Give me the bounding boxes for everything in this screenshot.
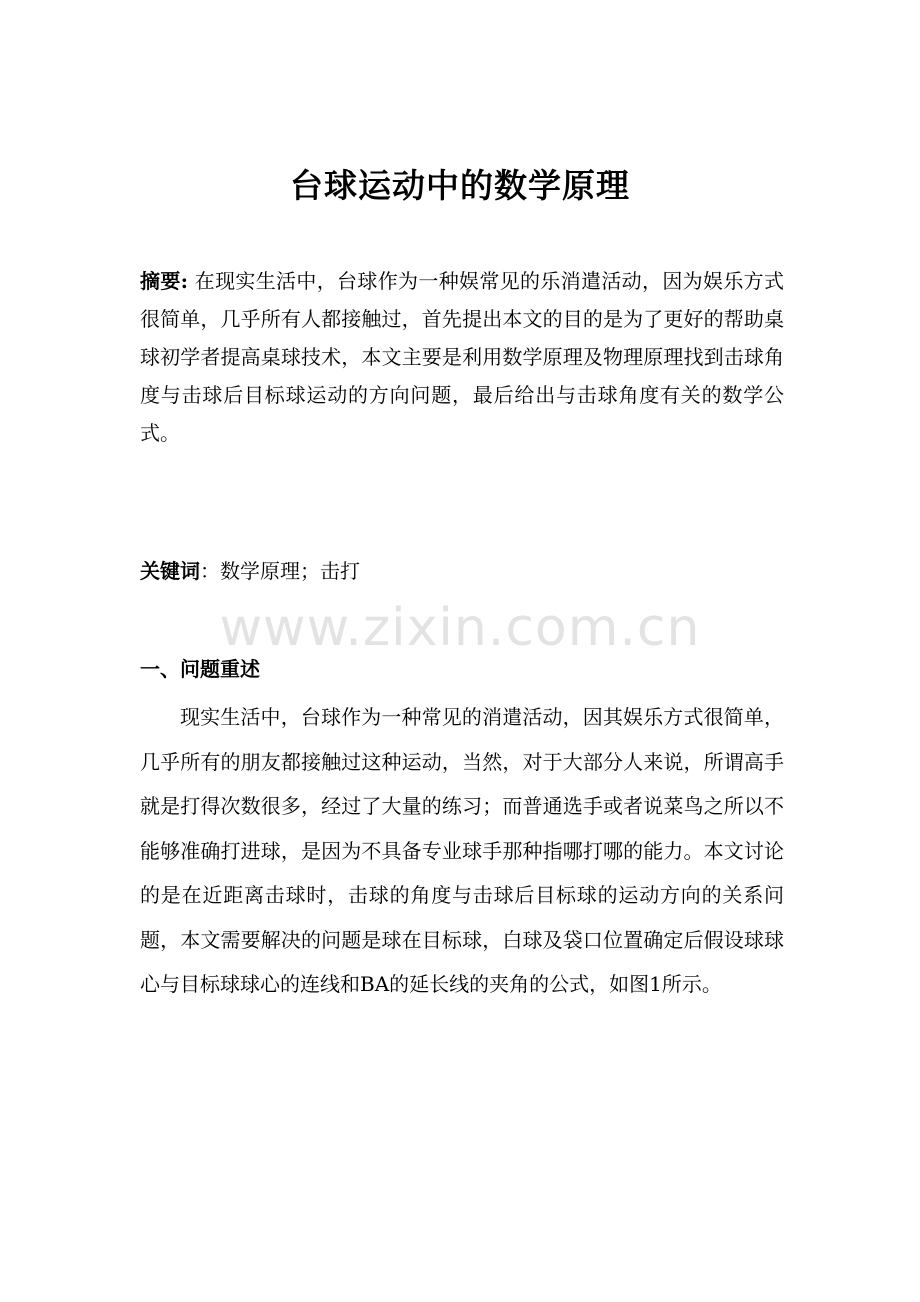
keywords-label: 关键词: [140, 559, 200, 583]
keywords-separator: ：: [200, 559, 220, 583]
abstract-paragraph: [140, 262, 784, 452]
document-title: 台球运动中的数学原理: [290, 166, 630, 205]
keywords-text: 数学原理；击打: [220, 559, 360, 583]
section-paragraph: 现实生活中，台球作为一种常见的消遣活动，因其娱乐方式很简单，几乎所有的朋友都接触过这种运动，当然，对于大部分人来说，所谓高手就是打得次数很多，经过了大量的练习；而普通选手或者说菜鸟之所以不能够准确打进球，是因为不具备专业球手那种指哪打哪的能力。本文讨论的是在近距离击球时，击球的角度与击球后目标球的运动方向的关系问题，本文需要解决的问题是球在目标球，白球及袋口位置确定后假设球球心与目标球球心的连线和BA的延长线的夹角的公式，如图1所示。: [140, 705, 784, 996]
abstract-text: 在现实生活中，台球作为一种娱常见的乐消遣活动，因为娱乐方式很简单，几乎所有人都接触过，首先提出本文的目的是为了更好的帮助桌球初学者提高桌球技术，本文主要是利用数学原理及物理原理找到击球角度与击球后目标球运动的方向问题，最后给出与击球角度有关的数学公式。: [140, 269, 784, 445]
section-heading: 一、问题重述: [140, 657, 260, 681]
abstract-label: 摘要:: [140, 269, 189, 293]
watermark-text: www.zixin.com.cn: [219, 598, 701, 658]
keywords-line: [140, 552, 784, 590]
